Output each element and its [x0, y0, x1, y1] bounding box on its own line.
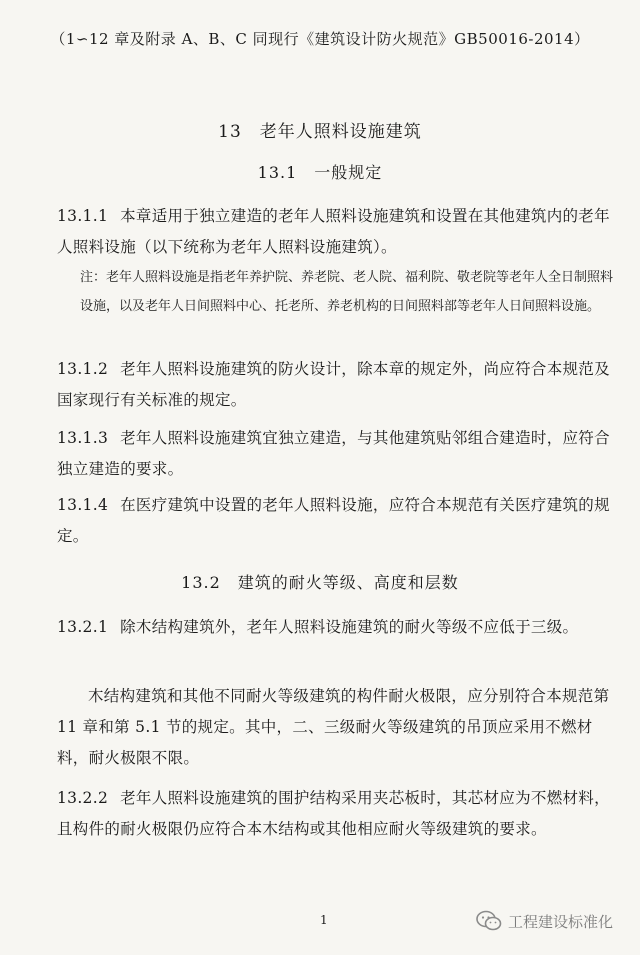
clause-13-2-1 — [57, 612, 617, 643]
clause-13-1-4 — [57, 490, 617, 552]
watermark-text: 工程建设标准化 — [508, 912, 614, 931]
clause-text: 除木结构建筑外，老年人照料设施建筑的耐火等级不应低于三级。 — [120, 618, 579, 636]
clause-number: 13.1.4 — [57, 496, 109, 514]
clause-number: 13.1.3 — [57, 429, 109, 447]
watermark — [476, 910, 613, 932]
clause-13-2-1-paragraph: 木结构建筑和其他不同耐火等级建筑的构件耐火极限，应分别符合本规范第 11 章和第 5.1 节的规定。其中，二、三级耐火等级建筑的吊顶应采用不燃材料，耐火极限不限。 — [57, 687, 610, 767]
page-number: 1 — [320, 913, 328, 927]
clause-13-1-1 — [57, 201, 617, 263]
section-title-13-2: 13.2 建筑的耐火等级、高度和层数 — [181, 573, 459, 592]
clause-text: 老年人照料设施建筑的围护结构采用夹芯板时，其芯材应为不燃材料，且构件的耐火极限仍应符合本木结构或其他相应耐火等级建筑的要求。 — [57, 789, 610, 838]
document-header: （1∽12 章及附录 A、B、C 同现行《建筑设计防火规范》GB50016-2014） — [50, 30, 590, 48]
clause-number: 13.1.2 — [57, 360, 109, 378]
clause-text: 老年人照料设施建筑的防火设计，除本章的规定外，尚应符合本规范及国家现行有关标准的规定。 — [57, 360, 610, 409]
clause-13-1-2 — [57, 354, 617, 416]
clause-number: 13.2.2 — [57, 789, 109, 807]
clause-text: 老年人照料设施建筑宜独立建造，与其他建筑贴邻组合建造时，应符合独立建造的要求。 — [57, 429, 610, 478]
chapter-title: 13 老年人照料设施建筑 — [218, 122, 422, 142]
clause-text: 本章适用于独立建造的老年人照料设施建筑和设置在其他建筑内的老年人照料设施（以下统称为老年人照料设施建筑）。 — [57, 207, 610, 256]
clause-text: 在医疗建筑中设置的老年人照料设施，应符合本规范有关医疗建筑的规定。 — [57, 496, 610, 545]
clause-number: 13.2.1 — [57, 618, 109, 636]
section-title-13-1: 13.1 一般规定 — [257, 163, 383, 182]
wechat-icon — [476, 910, 502, 932]
clause-note: 注：老年人照料设施是指老年养护院、养老院、老人院、福利院、敬老院等老年人全日制照料设施，以及老年人日间照料中心、托老所、养老机构的日间照料部等老年人日间照料设施。 — [80, 270, 614, 314]
clause-number: 13.1.1 — [57, 207, 109, 225]
clause-13-2-2 — [57, 783, 617, 845]
clause-13-1-3 — [57, 423, 617, 485]
